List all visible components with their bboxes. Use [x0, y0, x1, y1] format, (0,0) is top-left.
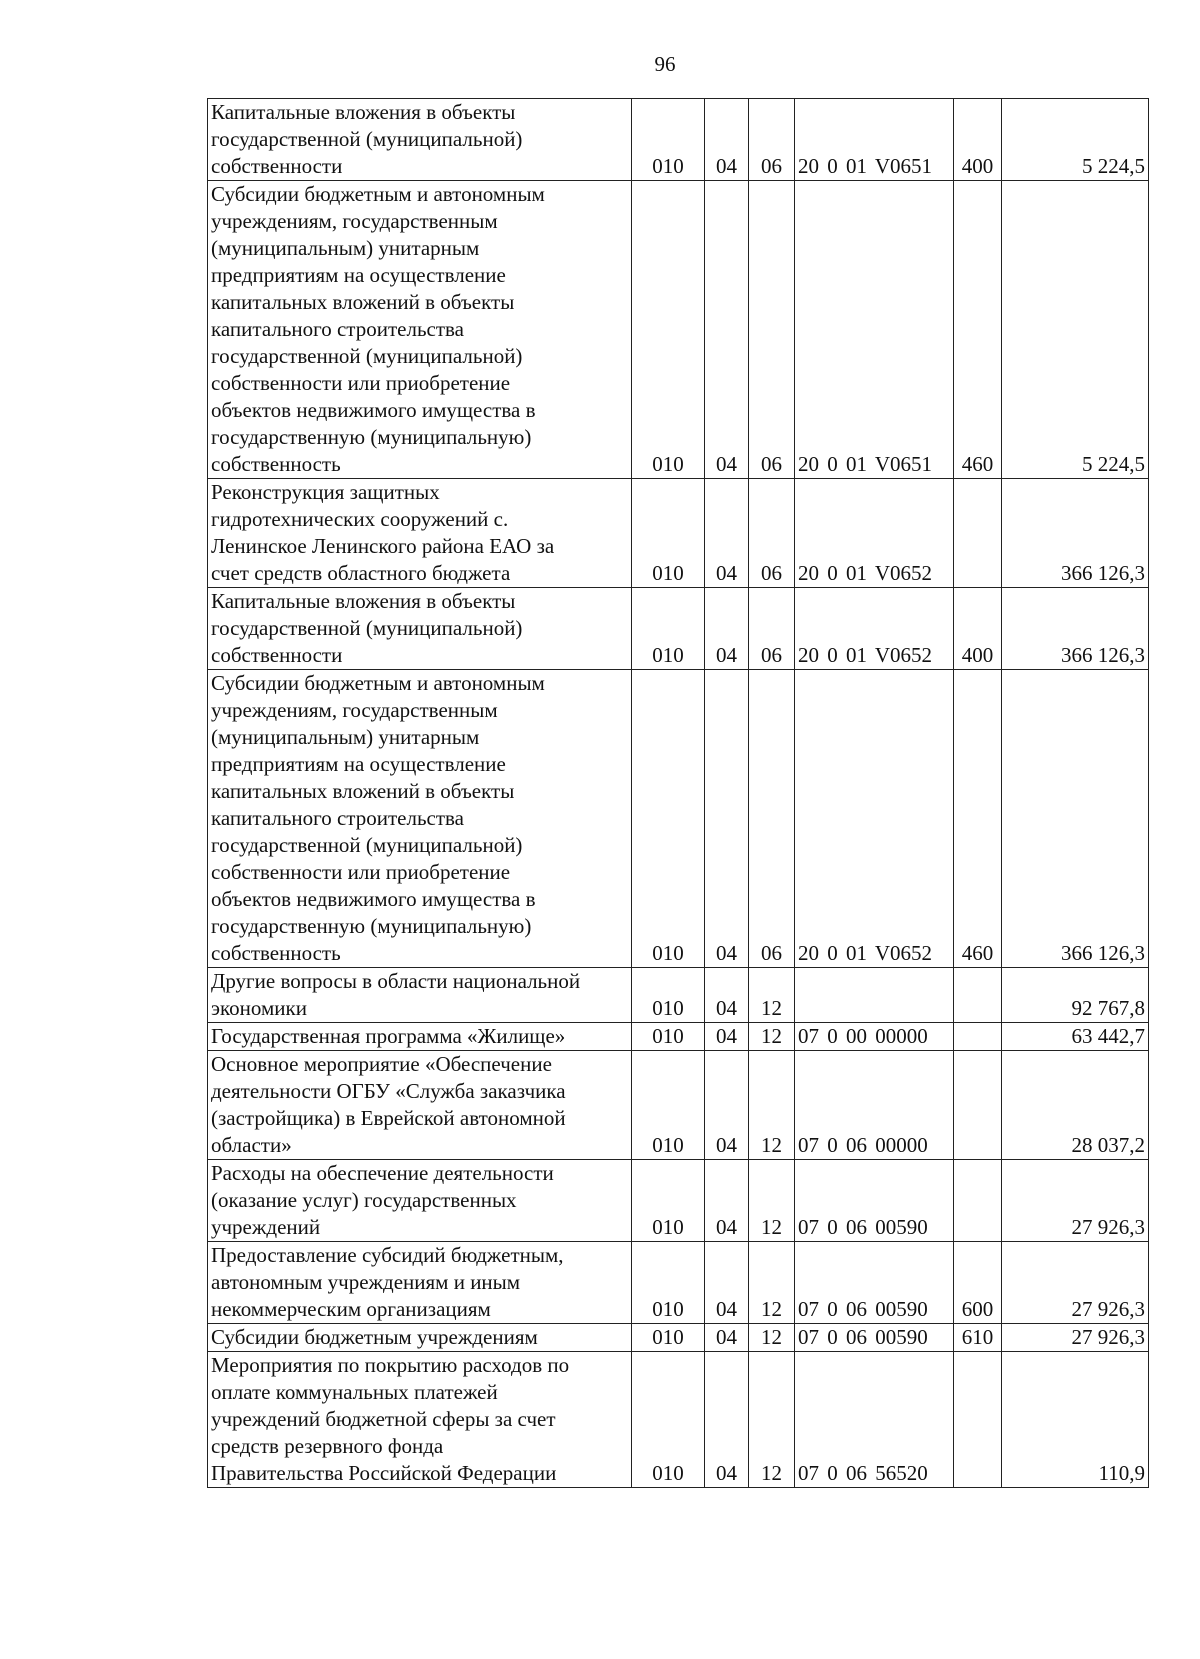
amount-cell: 110,9	[1002, 1352, 1149, 1488]
expense-type-cell	[954, 968, 1002, 1023]
section-code-cell: 04	[705, 1324, 749, 1352]
expense-type-cell: 600	[954, 1242, 1002, 1324]
section-code-cell: 04	[705, 1352, 749, 1488]
amount-cell: 5 224,5	[1002, 181, 1149, 479]
expense-name-cell: Реконструкция защитных гидротехнических сооружений с. Ленинское Ленинского района ЕАО за счет средств областного бюджета	[208, 479, 632, 588]
subsection-code-cell: 06	[749, 670, 795, 968]
amount-cell: 366 126,3	[1002, 479, 1149, 588]
target-article-cell: 20 0 01 V0652	[795, 588, 954, 670]
subsection-code-cell: 06	[749, 588, 795, 670]
expense-type-cell	[954, 479, 1002, 588]
table-row	[208, 1023, 1149, 1051]
subsection-code-cell: 12	[749, 1352, 795, 1488]
section-code-cell: 04	[705, 181, 749, 479]
subsection-code-cell: 12	[749, 1023, 795, 1051]
expense-type-cell	[954, 1352, 1002, 1488]
expense-type-cell: 610	[954, 1324, 1002, 1352]
department-code-cell: 010	[632, 968, 705, 1023]
section-code-cell: 04	[705, 99, 749, 181]
expense-type-cell	[954, 1023, 1002, 1051]
table-row	[208, 181, 1149, 479]
department-code-cell: 010	[632, 1051, 705, 1160]
target-article-cell: 20 0 01 V0651	[795, 181, 954, 479]
amount-cell: 92 767,8	[1002, 968, 1149, 1023]
expense-name-cell: Мероприятия по покрытию расходов по оплате коммунальных платежей учреждений бюджетной сферы за счет средств резервного фонда Правительства Российской Федерации	[208, 1352, 632, 1488]
target-article-cell: 20 0 01 V0651	[795, 99, 954, 181]
section-code-cell: 04	[705, 1242, 749, 1324]
target-article-cell: 07 0 06 00590	[795, 1242, 954, 1324]
target-article-cell: 07 0 00 00000	[795, 1023, 954, 1051]
table-row	[208, 1051, 1149, 1160]
table-row	[208, 1160, 1149, 1242]
amount-cell: 27 926,3	[1002, 1160, 1149, 1242]
expense-name-cell: Другие вопросы в области национальной экономики	[208, 968, 632, 1023]
budget-table-body	[208, 99, 1149, 1488]
subsection-code-cell: 06	[749, 99, 795, 181]
subsection-code-cell: 06	[749, 479, 795, 588]
target-article-cell: 07 0 06 00590	[795, 1324, 954, 1352]
amount-cell: 366 126,3	[1002, 588, 1149, 670]
expense-type-cell: 460	[954, 670, 1002, 968]
table-row	[208, 1352, 1149, 1488]
section-code-cell: 04	[705, 670, 749, 968]
table-row	[208, 99, 1149, 181]
expense-name-cell: Субсидии бюджетным учреждениям	[208, 1324, 632, 1352]
expense-name-cell: Субсидии бюджетным и автономным учреждениям, государственным (муниципальным) унитарным предприятиям на осуществление капитальных вложений в объекты капитального строительства государственной (муниципальной) собственности или приобретение объектов недвижимого имущества в государственную (муниципальную) собственность	[208, 670, 632, 968]
target-article-cell: 20 0 01 V0652	[795, 479, 954, 588]
expense-name-cell: Основное мероприятие «Обеспечение деятельности ОГБУ «Служба заказчика (застройщика) в Еврейской автономной области»	[208, 1051, 632, 1160]
department-code-cell: 010	[632, 1023, 705, 1051]
target-article-cell: 20 0 01 V0652	[795, 670, 954, 968]
department-code-cell: 010	[632, 588, 705, 670]
section-code-cell: 04	[705, 1023, 749, 1051]
expense-name-cell: Предоставление субсидий бюджетным, автономным учреждениям и иным некоммерческим организациям	[208, 1242, 632, 1324]
amount-cell: 27 926,3	[1002, 1242, 1149, 1324]
department-code-cell: 010	[632, 479, 705, 588]
amount-cell: 28 037,2	[1002, 1051, 1149, 1160]
department-code-cell: 010	[632, 99, 705, 181]
expense-type-cell	[954, 1051, 1002, 1160]
subsection-code-cell: 12	[749, 1242, 795, 1324]
section-code-cell: 04	[705, 588, 749, 670]
table-row	[208, 670, 1149, 968]
department-code-cell: 010	[632, 1160, 705, 1242]
target-article-cell: 07 0 06 00590	[795, 1160, 954, 1242]
budget-table	[207, 98, 1149, 1488]
section-code-cell: 04	[705, 479, 749, 588]
table-row	[208, 479, 1149, 588]
expense-name-cell: Расходы на обеспечение деятельности (оказание услуг) государственных учреждений	[208, 1160, 632, 1242]
expense-type-cell: 400	[954, 588, 1002, 670]
expense-name-cell: Государственная программа «Жилище»	[208, 1023, 632, 1051]
table-row	[208, 1242, 1149, 1324]
table-row	[208, 588, 1149, 670]
subsection-code-cell: 12	[749, 968, 795, 1023]
table-row	[208, 1324, 1149, 1352]
table-row	[208, 968, 1149, 1023]
amount-cell: 5 224,5	[1002, 99, 1149, 181]
expense-type-cell: 400	[954, 99, 1002, 181]
section-code-cell: 04	[705, 968, 749, 1023]
expense-name-cell: Капитальные вложения в объекты государственной (муниципальной) собственности	[208, 588, 632, 670]
department-code-cell: 010	[632, 181, 705, 479]
expense-type-cell: 460	[954, 181, 1002, 479]
expense-name-cell: Капитальные вложения в объекты государственной (муниципальной) собственности	[208, 99, 632, 181]
target-article-cell: 07 0 06 56520	[795, 1352, 954, 1488]
amount-cell: 366 126,3	[1002, 670, 1149, 968]
expense-type-cell	[954, 1160, 1002, 1242]
amount-cell: 27 926,3	[1002, 1324, 1149, 1352]
amount-cell: 63 442,7	[1002, 1023, 1149, 1051]
department-code-cell: 010	[632, 670, 705, 968]
target-article-cell: 07 0 06 00000	[795, 1051, 954, 1160]
department-code-cell: 010	[632, 1242, 705, 1324]
subsection-code-cell: 12	[749, 1324, 795, 1352]
expense-name-cell: Субсидии бюджетным и автономным учреждениям, государственным (муниципальным) унитарным предприятиям на осуществление капитальных вложений в объекты капитального строительства государственной (муниципальной) собственности или приобретение объектов недвижимого имущества в государственную (муниципальную) собственность	[208, 181, 632, 479]
subsection-code-cell: 06	[749, 181, 795, 479]
department-code-cell: 010	[632, 1352, 705, 1488]
subsection-code-cell: 12	[749, 1051, 795, 1160]
page-number: 96	[654, 52, 676, 76]
section-code-cell: 04	[705, 1051, 749, 1160]
department-code-cell: 010	[632, 1324, 705, 1352]
target-article-cell	[795, 968, 954, 1023]
section-code-cell: 04	[705, 1160, 749, 1242]
subsection-code-cell: 12	[749, 1160, 795, 1242]
